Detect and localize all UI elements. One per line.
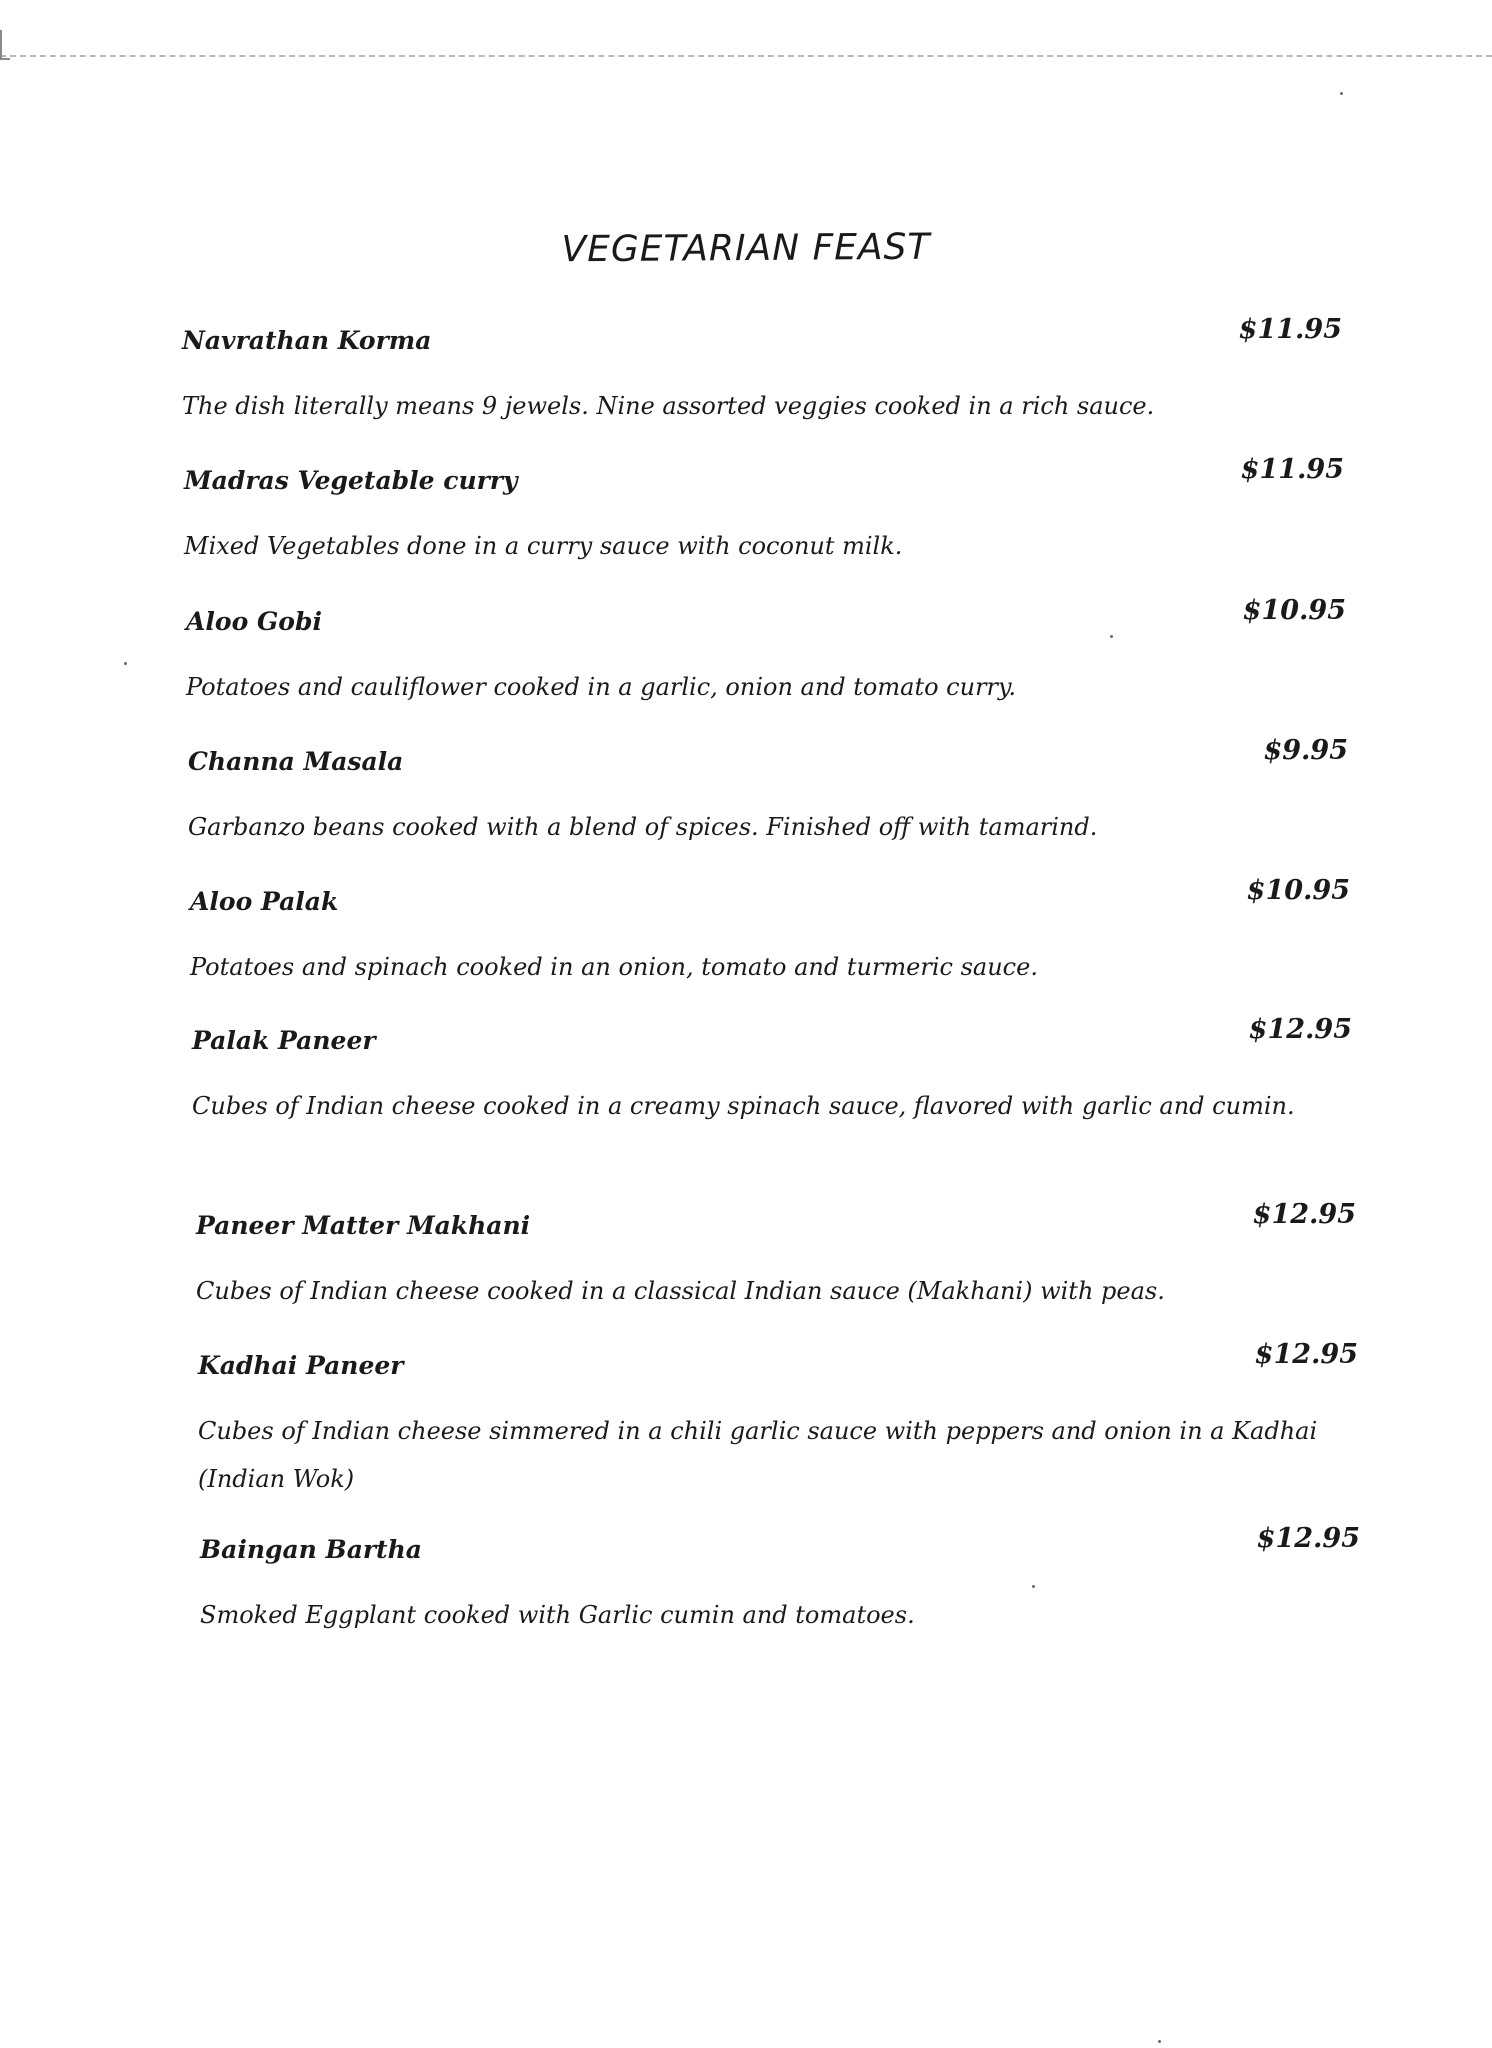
scan-top-edge bbox=[0, 55, 1492, 57]
item-description: Cubes of Indian cheese cooked in a classical Indian sauce (Makhani) with peas. bbox=[196, 1277, 1165, 1305]
scan-speck bbox=[1032, 1585, 1035, 1588]
item-description: Potatoes and cauliflower cooked in a garlic, onion and tomato curry. bbox=[186, 673, 1017, 701]
scan-speck bbox=[1158, 2040, 1161, 2043]
scan-corner-mark bbox=[0, 30, 10, 60]
item-price: $12.95 bbox=[1256, 1523, 1360, 1554]
item-name: Navrathan Korma bbox=[182, 326, 432, 355]
menu-item bbox=[196, 1199, 1356, 1305]
item-description: Garbanzo beans cooked with a blend of spices. Finished off with tamarind. bbox=[188, 813, 1098, 841]
item-name: Baingan Bartha bbox=[200, 1535, 422, 1564]
item-price: $12.95 bbox=[1254, 1339, 1358, 1370]
menu-item bbox=[192, 1014, 1352, 1120]
item-description: The dish literally means 9 jewels. Nine assorted veggies cooked in a rich sauce. bbox=[182, 392, 1155, 420]
item-name: Aloo Palak bbox=[190, 887, 339, 916]
item-price: $9.95 bbox=[1263, 735, 1348, 766]
scan-speck bbox=[1340, 92, 1343, 95]
item-description: Potatoes and spinach cooked in an onion, tomato and turmeric sauce. bbox=[190, 953, 1038, 981]
item-price: $12.95 bbox=[1248, 1014, 1352, 1045]
item-name: Paneer Matter Makhani bbox=[196, 1211, 531, 1240]
menu-item bbox=[188, 735, 1348, 841]
item-price: $11.95 bbox=[1240, 454, 1344, 485]
item-name: Madras Vegetable curry bbox=[184, 466, 518, 495]
item-description: Mixed Vegetables done in a curry sauce with coconut milk. bbox=[184, 532, 903, 560]
item-name: Kadhai Paneer bbox=[198, 1351, 404, 1380]
menu-item bbox=[190, 875, 1350, 981]
menu-item bbox=[186, 595, 1346, 701]
item-description: Smoked Eggplant cooked with Garlic cumin and tomatoes. bbox=[200, 1601, 915, 1629]
item-name: Palak Paneer bbox=[192, 1026, 376, 1055]
scan-speck bbox=[124, 662, 127, 665]
item-price: $11.95 bbox=[1238, 314, 1342, 345]
item-name: Channa Masala bbox=[188, 747, 404, 776]
item-description: Cubes of Indian cheese simmered in a chili garlic sauce with peppers and onion in a Kadhai (Indian Wok) bbox=[198, 1417, 1318, 1493]
item-description: Cubes of Indian cheese cooked in a creamy spinach sauce, flavored with garlic and cumin. bbox=[192, 1092, 1295, 1120]
item-price: $12.95 bbox=[1252, 1199, 1356, 1230]
menu-item bbox=[198, 1339, 1358, 1493]
item-price: $10.95 bbox=[1246, 875, 1350, 906]
item-name: Aloo Gobi bbox=[186, 607, 322, 636]
menu-item bbox=[182, 314, 1342, 420]
menu-title: VEGETARIAN FEAST bbox=[561, 226, 931, 271]
menu-item bbox=[184, 454, 1344, 560]
item-price: $10.95 bbox=[1242, 595, 1346, 626]
menu-item bbox=[200, 1523, 1360, 1629]
